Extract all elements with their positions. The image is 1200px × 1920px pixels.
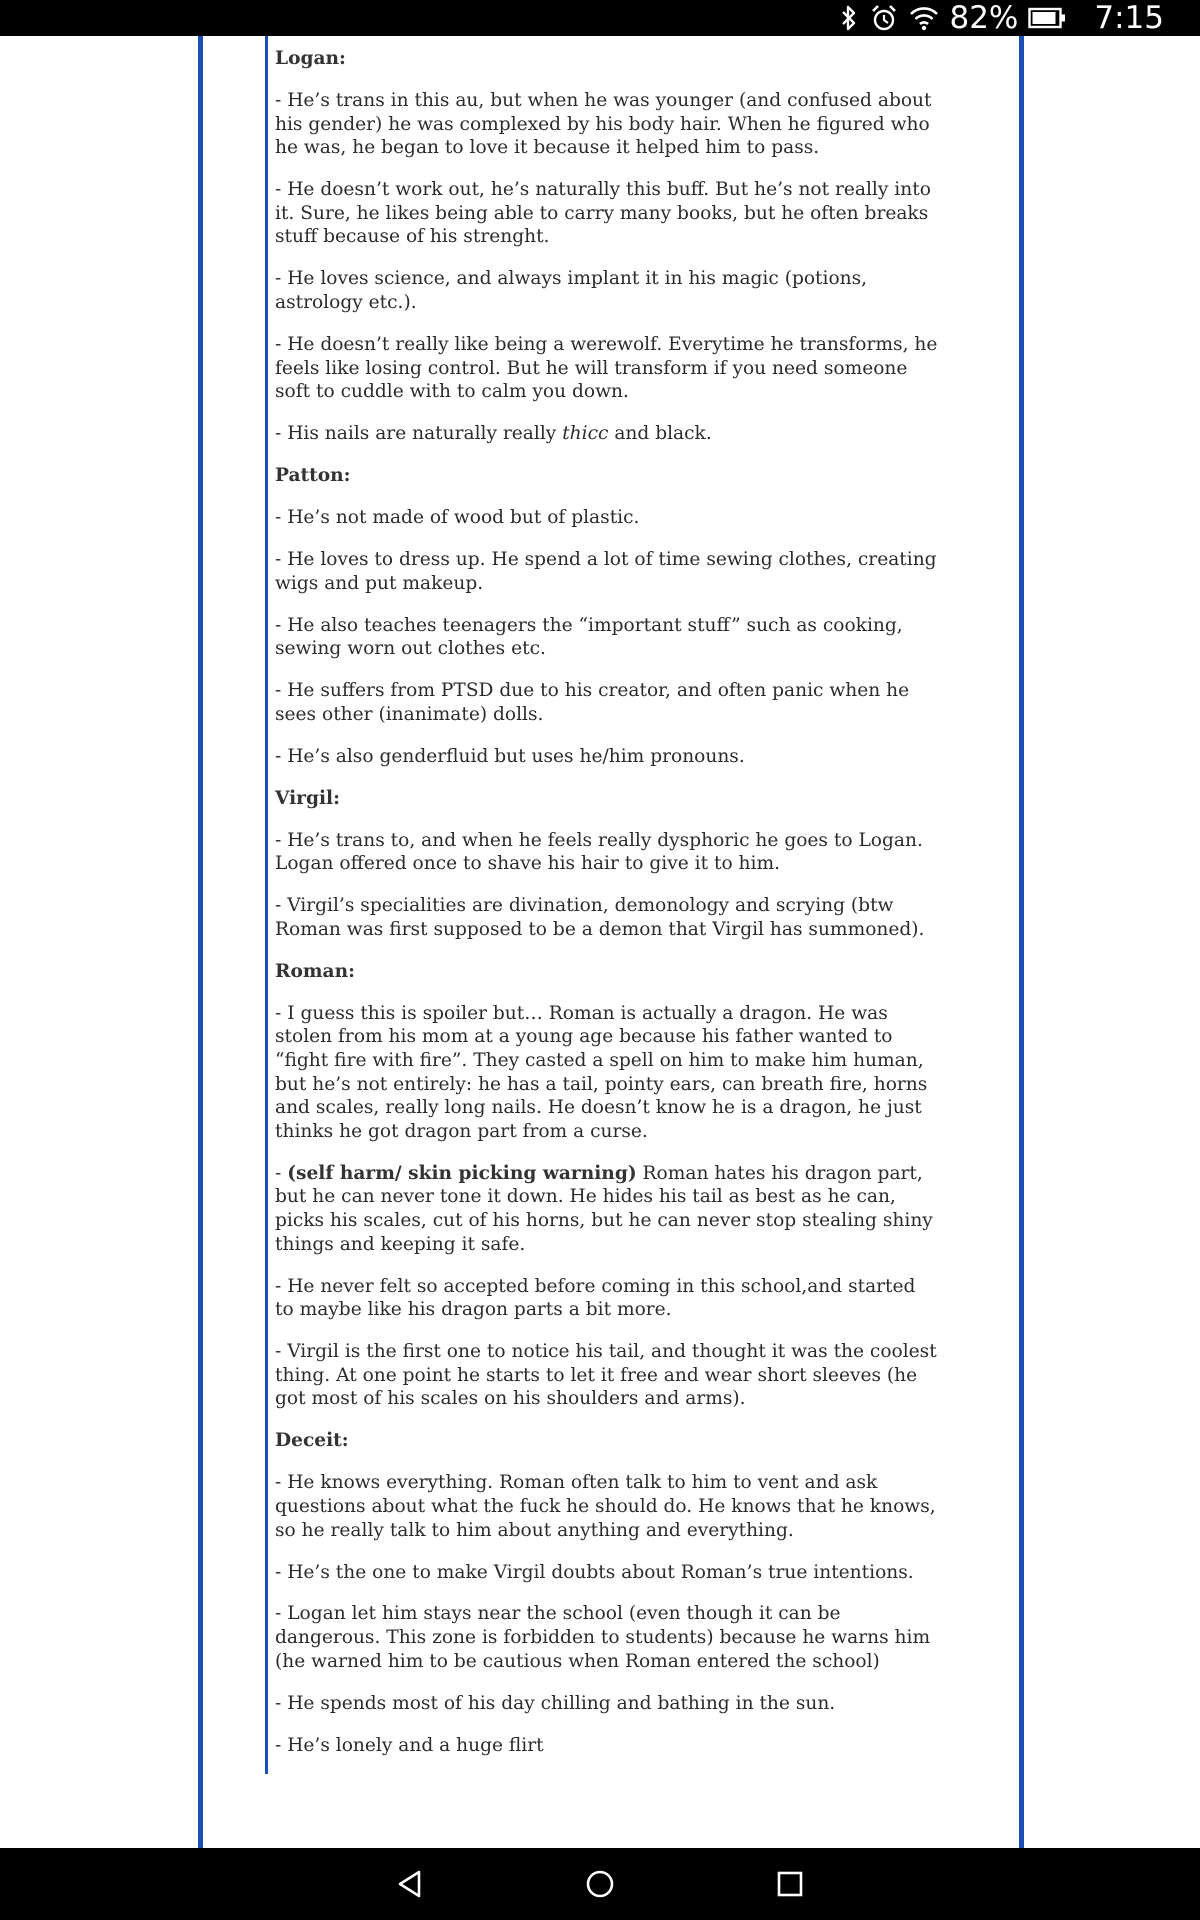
- list-item: [275, 548, 939, 595]
- item-text: - He’s not made of wood but of plastic.: [275, 507, 640, 529]
- item-text: - He loves science, and always implant it in his magic (potions, astrology etc.).: [275, 268, 868, 313]
- item-text: - He’s trans to, and when he feels really dysphoric he goes to Logan. Logan offered once to shave his hair to give it to him.: [275, 829, 923, 875]
- list-item: [275, 829, 939, 876]
- list-item: [275, 679, 939, 726]
- wifi-icon: [909, 4, 939, 32]
- clock: 7:15: [1094, 0, 1164, 36]
- battery-percent: 82%: [949, 0, 1019, 36]
- item-text: - He’s lonely and a huge flirt: [275, 1734, 544, 1756]
- section-heading: Roman:: [275, 960, 355, 982]
- bluetooth-icon: [839, 4, 859, 32]
- list-item: [275, 894, 939, 941]
- list-item: [275, 1561, 939, 1585]
- item-text: - He knows everything. Roman often talk to him to vent and ask questions about what the fuck he should do. He knows that he knows, so he really talk to him about anything and everything.: [275, 1472, 936, 1541]
- home-icon: [585, 1869, 615, 1899]
- emphasis-text: thicc: [562, 423, 609, 445]
- list-item: [275, 267, 939, 314]
- post-body: [275, 47, 939, 1776]
- list-item: [275, 1602, 939, 1673]
- item-text: and black.: [608, 423, 712, 445]
- content-warning: (self harm/ skin picking warning): [287, 1162, 637, 1184]
- item-text: - He’s trans in this au, but when he was younger (and confused about his gender) he was complexed by his body hair. When he figured who he was, he began to love it because it helped him to pass.: [275, 89, 932, 159]
- list-item: [275, 89, 939, 160]
- status-icons: [839, 0, 1164, 36]
- section-heading: Virgil:: [275, 787, 340, 809]
- section-heading: Deceit:: [275, 1430, 349, 1452]
- list-item: [275, 506, 939, 530]
- list-item: [275, 1734, 939, 1758]
- item-text: - He loves to dress up. He spend a lot of time sewing clothes, creating wigs and put makeup.: [275, 549, 937, 594]
- item-text: - Logan let him stays near the school (even though it can be dangerous. This zone is forbidden to students) because he warns him (he warned him to be cautious when Roman entered the school): [275, 1603, 931, 1672]
- list-item: [275, 422, 939, 446]
- web-page[interactable]: [0, 36, 1200, 1848]
- back-icon: [395, 1869, 425, 1899]
- list-item: [275, 1340, 939, 1411]
- item-text: - Virgil’s specialities are divination, demonology and scrying (btw Roman was first supposed to be a demon that Virgil has summoned).: [275, 895, 925, 940]
- section-heading: Patton:: [275, 465, 351, 487]
- item-text: - He doesn’t really like being a werewolf. Everytime he transforms, he feels like losing control. But he will transform if you need someone soft to cuddle with to calm you down.: [275, 333, 938, 403]
- section-heading: Logan:: [275, 48, 346, 69]
- list-item: [275, 178, 939, 249]
- item-text: - He doesn’t work out, he’s naturally this buff. But he’s not really into it. Sure, he likes being able to carry many books, but he often breaks stuff because of his strenght.: [275, 179, 931, 248]
- navigation-bar: [0, 1848, 1200, 1920]
- item-text: - He also teaches teenagers the “important stuff” such as cooking, sewing worn out clothes etc.: [275, 614, 903, 660]
- list-item: [275, 1275, 939, 1322]
- battery-icon: [1028, 6, 1066, 30]
- item-text: Roman hates his dragon part, but he can never tone it down. He hides his tail as best as he can, picks his scales, cut of his horns, but he can never stop stealing shiny things and keeping it safe.: [275, 1162, 933, 1255]
- item-text: - He’s the one to make Virgil doubts about Roman’s true intentions.: [275, 1561, 914, 1583]
- item-text: -: [275, 1162, 288, 1184]
- item-text: - He spends most of his day chilling and bathing in the sun.: [275, 1692, 836, 1714]
- alarm-icon: [869, 3, 899, 33]
- list-item: [275, 1692, 939, 1716]
- status-bar: [0, 0, 1200, 36]
- item-text: - He’s also genderfluid but uses he/him pronouns.: [275, 745, 745, 767]
- item-text: - His nails are naturally really: [275, 423, 563, 445]
- list-item: [275, 745, 939, 769]
- list-item: [275, 614, 939, 661]
- page-border-right: [1019, 36, 1024, 1848]
- item-text: - I guess this is spoiler but… Roman is actually a dragon. He was stolen from his mom at a young age because his father wanted to “fight fire with fire”. They casted a spell on him to make him human, but he’s not entirely: he has a tail, pointy ears, can breath fire, horns and scales, really long nails. He doesn’t know he is a dragon, he just thinks he got dragon part from a curse.: [275, 1002, 928, 1142]
- list-item: [275, 333, 939, 404]
- home-button[interactable]: [555, 1848, 645, 1920]
- item-text: - He suffers from PTSD due to his creator, and often panic when he sees other (inanimate) dolls.: [275, 680, 910, 725]
- recents-button[interactable]: [745, 1848, 835, 1920]
- blockquote-border: [265, 36, 268, 1774]
- list-item: [275, 1002, 939, 1144]
- page-border-left: [198, 36, 203, 1848]
- item-text: - Virgil is the first one to notice his tail, and thought it was the coolest thing. At one point he starts to let it free and wear short sleeves (he got most of his scales on his shoulders and arms).: [275, 1341, 937, 1410]
- back-button[interactable]: [365, 1848, 455, 1920]
- recents-icon: [775, 1869, 805, 1899]
- list-item: [275, 1162, 939, 1256]
- item-text: - He never felt so accepted before coming in this school,and started to maybe like his dragon parts a bit more.: [275, 1275, 916, 1321]
- list-item: [275, 1471, 939, 1542]
